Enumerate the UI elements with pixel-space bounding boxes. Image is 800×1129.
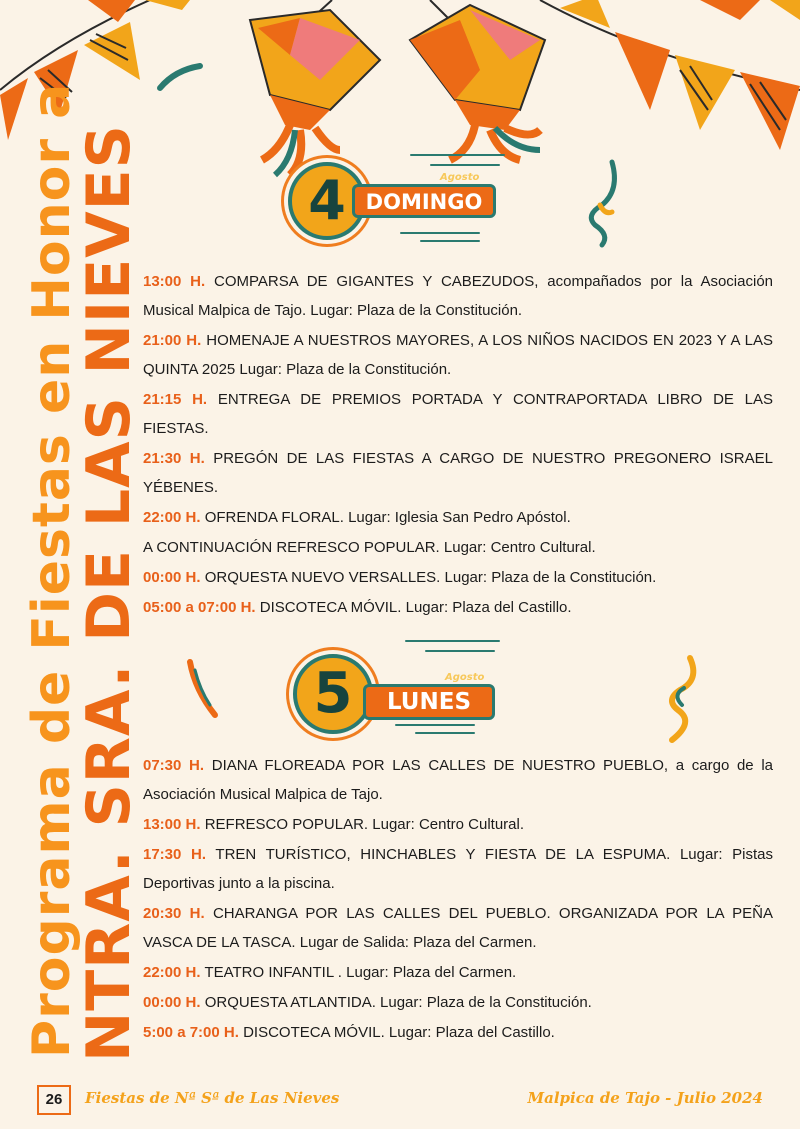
event-description: ORQUESTA NUEVO VERSALLES. Lugar: Plaza de la Constitución. — [204, 569, 657, 586]
day-badge-sunday — [280, 150, 510, 245]
event-item — [143, 503, 773, 532]
page-footer — [37, 1085, 763, 1113]
event-description: TEATRO INFANTIL . Lugar: Plaza del Carmen. — [204, 964, 517, 981]
side-title-line2: NTRA. SRA. DE LAS NIEVES — [74, 124, 144, 1062]
day-number-circle — [293, 654, 373, 734]
event-description: TREN TURÍSTICO, HINCHABLES Y FIESTA DE LA ESPUMA. Lugar: Pistas Deportivas junto a la piscina. — [143, 846, 773, 892]
event-item — [143, 385, 773, 443]
bunting-flag — [615, 32, 670, 110]
event-time: 21:15 H. — [143, 391, 208, 408]
bunting-flag — [700, 0, 760, 20]
events-list-monday — [143, 751, 773, 1048]
event-time: 22:00 H. — [143, 509, 201, 526]
event-description: HOMENAJE A NUESTROS MAYORES, A LOS NIÑOS NACIDOS EN 2023 Y A LAS QUINTA 2025 Lugar: Plaza de la Constitución. — [143, 332, 773, 378]
page-number: 26 — [37, 1085, 71, 1115]
event-description: ORQUESTA ATLANTIDA. Lugar: Plaza de la Constitución. — [204, 994, 592, 1011]
event-time: 22:00 H. — [143, 964, 201, 981]
event-item — [143, 751, 773, 809]
event-item — [143, 988, 773, 1017]
event-time: 17:30 H. — [143, 846, 207, 863]
event-description: DISCOTECA MÓVIL. Lugar: Plaza del Castillo. — [259, 599, 572, 616]
event-item — [143, 840, 773, 898]
event-time: 21:00 H. — [143, 332, 202, 349]
side-title — [0, 0, 144, 1070]
streamer-swirl — [591, 162, 614, 245]
event-time: 05:00 a 07:00 H. — [143, 599, 256, 616]
event-description: DIANA FLOREADA POR LAS CALLES DE NUESTRO PUEBLO, a cargo de la Asociación Musical Malpica de Tajo. — [143, 757, 773, 803]
bunting-flag — [145, 0, 190, 10]
day-number: 5 — [313, 661, 353, 726]
bunting-flag — [675, 55, 735, 130]
bunting-flag — [770, 0, 800, 20]
event-item — [143, 533, 773, 562]
event-time: 21:30 H. — [143, 450, 205, 467]
streamer-swirl — [677, 688, 684, 705]
event-item — [143, 593, 773, 622]
event-time: 00:00 H. — [143, 994, 201, 1011]
weekday-label: DOMINGO — [365, 190, 483, 214]
day-badge-monday — [285, 640, 515, 735]
event-item — [143, 444, 773, 502]
side-title-line1: Programa de Fiestas en Honor a — [22, 82, 82, 1058]
event-time: 13:00 H. — [143, 273, 206, 290]
event-description: CHARANGA POR LAS CALLES DEL PUEBLO. ORGANIZADA POR LA PEÑA VASCA DE LA TASCA. Lugar de Salida: Plaza del Carmen. — [143, 905, 773, 951]
event-time: 07:30 H. — [143, 757, 205, 774]
bunting-flag — [740, 72, 800, 150]
event-time: 5:00 a 7:00 H. — [143, 1024, 239, 1041]
event-time: 20:30 H. — [143, 905, 205, 922]
event-description: COMPARSA DE GIGANTES Y CABEZUDOS, acompañados por la Asociación Musical Malpica de Tajo. Lugar: Plaza de la Constitución. — [143, 273, 773, 319]
paper-lantern-right — [410, 0, 545, 160]
event-time: 00:00 H. — [143, 569, 201, 586]
event-item — [143, 899, 773, 957]
event-description: ENTREGA DE PREMIOS PORTADA Y CONTRAPORTADA LIBRO DE LAS FIESTAS. — [143, 391, 773, 437]
event-description: REFRESCO POPULAR. Lugar: Centro Cultural. — [204, 816, 524, 833]
event-item — [143, 267, 773, 325]
event-time: 13:00 H. — [143, 816, 201, 833]
streamer-swirl — [600, 205, 612, 213]
event-item — [143, 958, 773, 987]
streamer-swirl — [672, 658, 693, 740]
event-description: DISCOTECA MÓVIL. Lugar: Plaza del Castillo. — [243, 1024, 555, 1041]
footer-publication-title: Fiestas de Nª Sª de Las Nieves — [85, 1089, 340, 1107]
footer-location-date: Malpica de Tajo - Julio 2024 — [527, 1089, 763, 1107]
month-label: Agosto — [445, 672, 485, 683]
event-description: PREGÓN DE LAS FIESTAS A CARGO DE NUESTRO PREGONERO ISRAEL YÉBENES. — [143, 450, 773, 496]
events-list-sunday — [143, 267, 773, 623]
event-item — [143, 563, 773, 592]
event-description: OFRENDA FLORAL. Lugar: Iglesia San Pedro Apóstol. — [204, 509, 571, 526]
month-label: Agosto — [440, 172, 480, 183]
event-item — [143, 810, 773, 839]
event-description: A CONTINUACIÓN REFRESCO POPULAR. Lugar: Centro Cultural. — [143, 539, 596, 556]
weekday-label: LUNES — [386, 689, 472, 715]
weekday-ribbon — [363, 684, 495, 720]
paper-lantern-left — [250, 0, 380, 175]
event-item — [143, 326, 773, 384]
day-number: 4 — [308, 169, 346, 232]
weekday-ribbon — [352, 184, 496, 218]
event-item — [143, 1018, 773, 1047]
streamer-swirl — [160, 66, 200, 88]
